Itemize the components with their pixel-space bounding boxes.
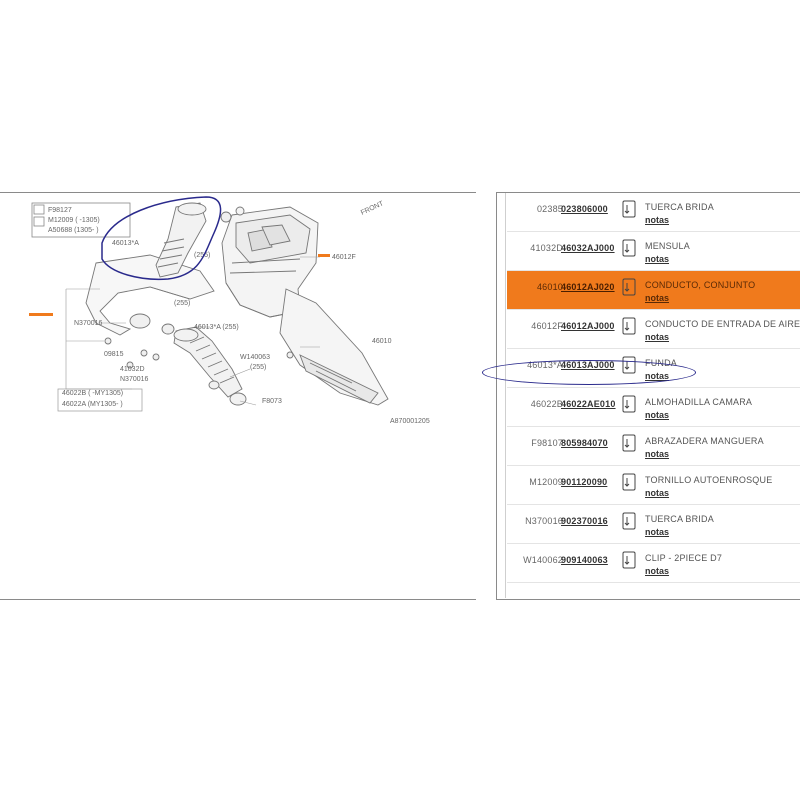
part-description: MENSULA xyxy=(645,241,690,251)
part-number-link[interactable]: 805984070 xyxy=(561,438,608,448)
callout-46010: 46010 xyxy=(372,338,392,345)
air-intake-diagram xyxy=(0,193,476,599)
part-ref-number: M12009 xyxy=(529,477,563,487)
table-row[interactable] xyxy=(507,310,800,349)
add-to-cart-icon[interactable] xyxy=(622,512,636,530)
part-description: TUERCA BRIDA xyxy=(645,202,714,212)
notes-link[interactable]: notas xyxy=(645,215,670,225)
callout-w140063: W140063 xyxy=(240,354,270,361)
callout-46013a-255: 46013*A (255) xyxy=(194,324,239,331)
front-arrow-label: FRONT xyxy=(359,200,385,217)
legend-text-3: A50688 (1305- ) xyxy=(48,227,99,234)
part-ref-number: F98107 xyxy=(531,438,563,448)
table-row[interactable] xyxy=(507,466,800,505)
callout-41032d: 41032D xyxy=(120,366,145,373)
callout-46022b-1: 46022B ( -MY1305) xyxy=(62,390,124,397)
callout-n370016: N370016 xyxy=(74,320,103,327)
part-number-link[interactable]: 46013AJ000 xyxy=(561,360,615,370)
orange-marker-mid xyxy=(318,254,330,257)
intake-duct xyxy=(280,289,388,405)
callout-ref-255c: (255) xyxy=(250,364,267,371)
part-ref-number: 46013*A xyxy=(527,360,563,370)
part-ref-number: 46012F xyxy=(531,321,563,331)
part-ref-number: 46010 xyxy=(536,282,563,292)
table-row[interactable] xyxy=(507,193,800,232)
part-description: TUERCA BRIDA xyxy=(645,514,714,524)
part-number-link[interactable]: 909140063 xyxy=(561,555,608,565)
table-row[interactable] xyxy=(507,505,800,544)
orange-marker-left xyxy=(29,313,53,316)
parts-annotation-ring xyxy=(482,360,696,385)
notes-link[interactable]: notas xyxy=(645,488,670,498)
legend-text-2: M12009 ( -1305) xyxy=(48,217,100,224)
part-number-link[interactable]: 46012AJ000 xyxy=(561,321,615,331)
notes-link[interactable]: notas xyxy=(645,332,670,342)
add-to-cart-icon[interactable] xyxy=(622,200,636,218)
table-row[interactable] xyxy=(507,388,800,427)
add-to-cart-icon[interactable] xyxy=(622,317,636,335)
part-ref-number: 02385 xyxy=(536,204,563,214)
air-hose-funda xyxy=(156,203,206,277)
callout-f8073: F8073 xyxy=(262,398,282,405)
part-description: CLIP - 2PIECE D7 xyxy=(645,553,723,563)
notes-link[interactable]: notas xyxy=(645,566,670,576)
table-row[interactable] xyxy=(507,427,800,466)
part-description: ALMOHADILLA CAMARA xyxy=(645,397,753,407)
part-description: CONDUCTO DE ENTRADA DE AIRE xyxy=(645,319,800,329)
part-description: TORNILLO AUTOENROSQUE xyxy=(645,475,773,485)
table-row[interactable] xyxy=(507,232,800,271)
notes-link[interactable]: notas xyxy=(645,449,670,459)
part-number-link[interactable]: 46032AJ000 xyxy=(561,243,615,253)
notes-link[interactable]: notas xyxy=(645,527,670,537)
notes-link[interactable]: notas xyxy=(645,371,670,381)
callout-ref-255b: (255) xyxy=(174,300,191,307)
add-to-cart-icon[interactable] xyxy=(622,395,636,413)
part-number-link[interactable]: 901120090 xyxy=(561,477,608,487)
parts-diagram-panel xyxy=(0,192,476,600)
legend-text-1: F98127 xyxy=(48,207,72,214)
part-number-link[interactable]: 023806000 xyxy=(561,204,608,214)
callout-09815: 09815 xyxy=(104,351,124,358)
notes-link[interactable]: notas xyxy=(645,254,670,264)
table-row[interactable] xyxy=(507,544,800,583)
callout-ref-255: (255) xyxy=(194,252,211,259)
add-to-cart-icon[interactable] xyxy=(622,434,636,452)
callout-ring-label: 46013*A xyxy=(112,240,139,247)
add-to-cart-icon[interactable] xyxy=(622,239,636,257)
part-number-link[interactable]: 46022AE010 xyxy=(561,399,616,409)
table-row[interactable] xyxy=(507,271,800,310)
parts-list-panel xyxy=(496,192,800,600)
add-to-cart-icon[interactable] xyxy=(622,551,636,569)
notes-link[interactable]: notas xyxy=(645,293,670,303)
add-to-cart-icon[interactable] xyxy=(622,278,636,296)
diagram-code: A870001205 xyxy=(390,418,430,425)
add-to-cart-icon[interactable] xyxy=(622,473,636,491)
part-description: FUNDA xyxy=(645,358,677,368)
part-ref-number: 41032D xyxy=(530,243,563,253)
callout-46012f: 46012F xyxy=(332,254,356,261)
part-description: CONDUCTO, CONJUNTO xyxy=(645,280,756,290)
notes-link[interactable]: notas xyxy=(645,410,670,420)
part-number-link[interactable]: 902370016 xyxy=(561,516,608,526)
parts-list-divider xyxy=(505,193,506,598)
part-number-link[interactable]: 46012AJ020 xyxy=(561,282,615,292)
callout-n370016b: N370016 xyxy=(120,376,149,383)
part-description: ABRAZADERA MANGUERA xyxy=(645,436,764,446)
part-ref-number: N370016 xyxy=(525,516,563,526)
callout-46022b-2: 46022A (MY1305- ) xyxy=(62,401,123,408)
lower-hose xyxy=(174,327,246,405)
part-ref-number: W140062 xyxy=(523,555,563,565)
part-ref-number: 46022B xyxy=(530,399,563,409)
